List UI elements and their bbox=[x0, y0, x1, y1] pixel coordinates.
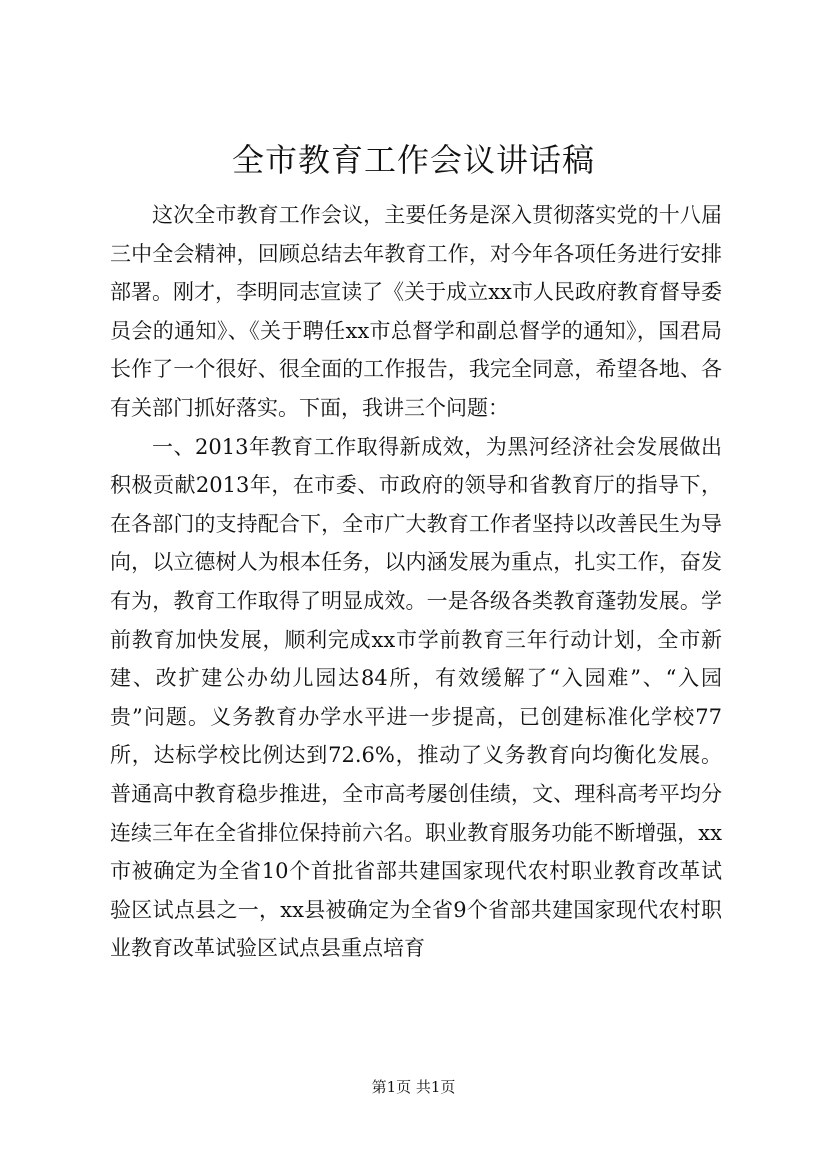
paragraph-section-one: 一、2013年教育工作取得新成效，为黑河经济社会发展做出积极贡献2013年，在市委、市政府的领导和省教育厅的指导下，在各部门的支持配合下，全市广大教育工作者坚持以改善民生为导向，以立德树人为根本任务，以内涵发展为重点，扎实工作，奋发有为，教育工作取得了明显成效。一是各级各类教育蓬勃发展。学前教育加快发展，顺利完成xx市学前教育三年行动计划，全市新建、改扩建公办幼儿园达84所，有效缓解了“入园难”、“入园贵”问题。义务教育办学水平进一步提高，已创建标准化学校77所，达标学校比例达到72.6%，推动了义务教育向均衡化发展。普通高中教育稳步推进，全市高考屡创佳绩，文、理科高考平均分连续三年在全省排位保持前六名。职业教育服务功能不断增强，xx市被确定为全省10个首批省部共建国家现代农村职业教育改革试验区试点县之一，xx县被确定为全省9个省部共建国家现代农村职业教育改革试验区试点县重点培育 bbox=[110, 434, 722, 961]
document-title: 全市教育工作会议讲话稿 bbox=[231, 141, 595, 179]
page-footer: 第1页 共1页 bbox=[371, 1078, 456, 1096]
paragraph-intro: 这次全市教育工作会议，主要任务是深入贯彻落实党的十八届三中全会精神，回顾总结去年教育工作，对今年各项任务进行安排部署。刚才，李明同志宣读了《关于成立xx市人民政府教育督导委员会的通知》、《关于聘任xx市总督学和副总督学的通知》，国君局长作了一个很好、很全面的工作报告，我完全同意，希望各地、各有关部门抓好落实。下面，我讲三个问题： bbox=[110, 203, 722, 420]
document-body bbox=[110, 196, 722, 968]
